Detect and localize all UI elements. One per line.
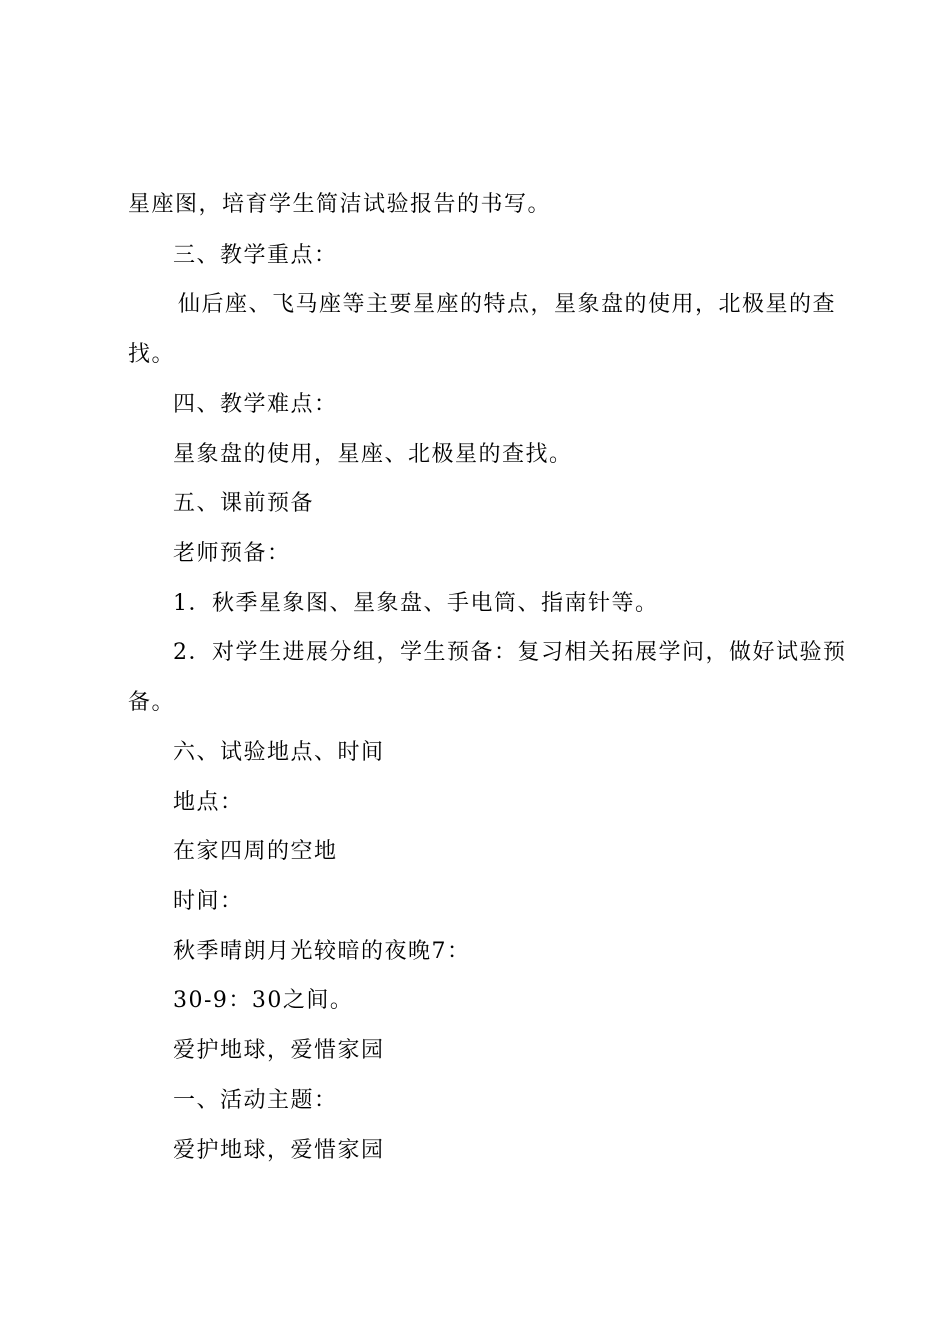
section-heading-preparation: 五、课前预备 (173, 491, 315, 516)
paragraph-line: 仙后座、飞马座等主要星座的特点，星象盘的使用，北极星的查 (178, 292, 837, 317)
section-heading-location-time: 六、试验地点、时间 (173, 740, 385, 765)
paragraph-line: 秋季晴朗月光较暗的夜晚7： (173, 939, 471, 964)
section-heading-activity-theme: 一、活动主题： (173, 1088, 338, 1113)
paragraph-line: 星座图，培育学生简洁试验报告的书写。 (128, 192, 552, 217)
paragraph-line: 在家四周的空地 (173, 839, 338, 864)
section-heading-teaching-difficulty: 四、教学难点： (173, 392, 338, 417)
paragraph-line: 时间： (173, 889, 244, 914)
paragraph-line: 老师预备： (173, 541, 291, 566)
paragraph-line: 备。 (128, 690, 176, 715)
paragraph-line: 星象盘的使用，星座、北极星的查找。 (173, 442, 573, 467)
paragraph-line: 30-9：30之间。 (173, 988, 354, 1013)
paragraph-line: 爱护地球，爱惜家园 (173, 1138, 385, 1163)
list-item: 1．秋季星象图、星象盘、手电筒、指南针等。 (173, 591, 659, 616)
section-heading-teaching-focus: 三、教学重点： (173, 243, 338, 268)
paragraph-line: 地点： (173, 790, 244, 815)
paragraph-line: 找。 (128, 342, 176, 367)
list-item: 2．对学生进展分组，学生预备：复习相关拓展学问，做好试验预 (173, 640, 847, 665)
section-title: 爱护地球，爱惜家园 (173, 1038, 385, 1063)
